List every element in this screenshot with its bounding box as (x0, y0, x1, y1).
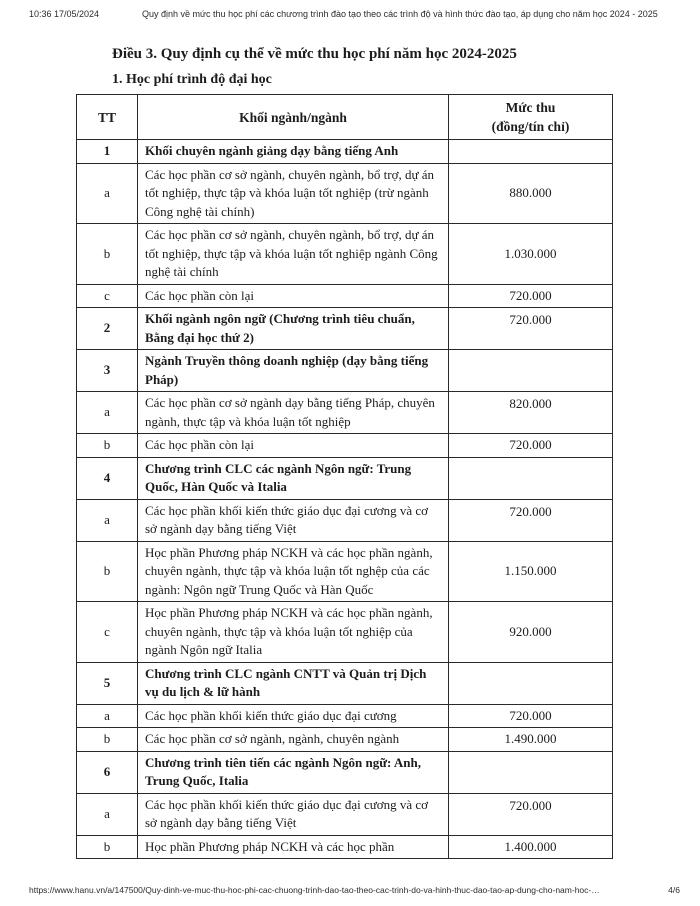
print-header (0, 9, 700, 23)
table-header-row (77, 95, 613, 140)
cell-fee-amount: 720.000 (449, 434, 613, 458)
print-source-url: https://www.hanu.vn/a/147500/Quy-dinh-ve-muc-thu-hoc-phi-cac-chuong-trinh-dao-tao-theo-cac-trinh-do-va-hinh-thuc-dao-tao-ap-dung-cho-nam-hoc-… (29, 885, 600, 895)
table-row-section (77, 751, 613, 793)
table-body (77, 140, 613, 859)
cell-industry-group: Ngành Truyền thông doanh nghiệp (dạy bằng tiếng Pháp) (138, 350, 449, 392)
article-heading: Điều 3. Quy định cụ thể về mức thu học phí năm học 2024-2025 (112, 46, 517, 62)
table-row (77, 835, 613, 859)
cell-tt: b (77, 835, 138, 859)
cell-fee-amount (449, 457, 613, 499)
cell-tt: c (77, 284, 138, 308)
table-row (77, 392, 613, 434)
cell-industry-group: Học phần Phương pháp NCKH và các học phần (138, 835, 449, 859)
cell-tt: 6 (77, 751, 138, 793)
table-row (77, 541, 613, 602)
cell-fee-amount: 1.490.000 (449, 728, 613, 752)
cell-fee-amount: 720.000 (449, 793, 613, 835)
table-row (77, 602, 613, 663)
cell-industry-group: Học phần Phương pháp NCKH và các học phần ngành, chuyên ngành, thực tập và khóa luận tốt nghiệp của ngành Ngôn ngữ Italia (138, 602, 449, 663)
cell-industry-group: Khối ngành ngôn ngữ (Chương trình tiêu chuẩn, Bằng đại học thứ 2) (138, 308, 449, 350)
table-row (77, 163, 613, 224)
cell-industry-group: Các học phần khối kiến thức giáo dục đại cương và cơ sở ngành dạy bằng tiếng Việt (138, 793, 449, 835)
cell-industry-group: Các học phần còn lại (138, 284, 449, 308)
table-row-section (77, 662, 613, 704)
cell-industry-group: Các học phần khối kiến thức giáo dục đại cương và cơ sở ngành dạy bằng tiếng Việt (138, 499, 449, 541)
cell-tt: b (77, 224, 138, 285)
col-header-fee-line2: (đồng/tín chỉ) (491, 119, 570, 134)
table-row-section (77, 140, 613, 164)
cell-industry-group: Các học phần còn lại (138, 434, 449, 458)
cell-industry-group: Chương trình CLC ngành CNTT và Quản trị Dịch vụ du lịch & lữ hành (138, 662, 449, 704)
print-timestamp: 10:36 17/05/2024 (29, 9, 100, 19)
col-header-fee-line1: Mức thu (505, 100, 556, 115)
table-row (77, 499, 613, 541)
col-header-fee (449, 95, 613, 140)
cell-fee-amount: 720.000 (449, 284, 613, 308)
cell-fee-amount (449, 662, 613, 704)
print-doc-title: Quy định về mức thu học phí các chương trình đào tạo theo các trình độ và hình thức đào tạo, áp dụng cho năm học 2024 - 2025 (142, 9, 658, 19)
cell-industry-group: Các học phần cơ sở ngành, ngành, chuyên ngành (138, 728, 449, 752)
cell-industry-group: Các học phần cơ sở ngành dạy bằng tiếng Pháp, chuyên ngành, thực tập và khóa luận tốt nghiệp (138, 392, 449, 434)
table-row (77, 793, 613, 835)
cell-industry-group: Các học phần cơ sở ngành, chuyên ngành, bổ trợ, dự án tốt nghiệp, thực tập và khóa luận tốt nghiệp ngành Công nghệ tài chính (138, 224, 449, 285)
table-row-section (77, 308, 613, 350)
cell-industry-group: Khối chuyên ngành giảng dạy bằng tiếng Anh (138, 140, 449, 164)
cell-tt: 1 (77, 140, 138, 164)
cell-fee-amount: 720.000 (449, 499, 613, 541)
col-header-tt: TT (77, 95, 138, 140)
cell-tt: a (77, 499, 138, 541)
cell-tt: a (77, 163, 138, 224)
cell-fee-amount: 880.000 (449, 163, 613, 224)
table-row-section (77, 350, 613, 392)
print-page-number: 4/6 (668, 885, 680, 895)
cell-fee-amount: 720.000 (449, 308, 613, 350)
cell-fee-amount (449, 350, 613, 392)
cell-fee-amount (449, 140, 613, 164)
cell-fee-amount: 820.000 (449, 392, 613, 434)
table-row (77, 704, 613, 728)
cell-tt: 4 (77, 457, 138, 499)
table-row (77, 434, 613, 458)
cell-fee-amount: 1.030.000 (449, 224, 613, 285)
table-row (77, 224, 613, 285)
cell-fee-amount: 1.150.000 (449, 541, 613, 602)
section-heading: 1. Học phí trình độ đại học (112, 72, 272, 87)
cell-tt: a (77, 793, 138, 835)
cell-fee-amount: 920.000 (449, 602, 613, 663)
cell-industry-group: Chương trình tiên tiến các ngành Ngôn ngữ: Anh, Trung Quốc, Italia (138, 751, 449, 793)
cell-fee-amount: 720.000 (449, 704, 613, 728)
cell-industry-group: Các học phần khối kiến thức giáo dục đại cương (138, 704, 449, 728)
table-row (77, 284, 613, 308)
col-header-industry-group: Khối ngành/ngành (138, 95, 449, 140)
cell-fee-amount: 1.400.000 (449, 835, 613, 859)
tuition-fee-table (76, 94, 613, 859)
cell-tt: 2 (77, 308, 138, 350)
table-row-section (77, 457, 613, 499)
cell-tt: 5 (77, 662, 138, 704)
cell-industry-group: Học phần Phương pháp NCKH và các học phần ngành, chuyên ngành, thực tập và khóa luận tốt nghệp của các ngành: Ngôn ngữ Trung Quốc và Hàn Quốc (138, 541, 449, 602)
cell-tt: b (77, 728, 138, 752)
cell-tt: a (77, 704, 138, 728)
cell-tt: c (77, 602, 138, 663)
cell-industry-group: Chương trình CLC các ngành Ngôn ngữ: Trung Quốc, Hàn Quốc và Italia (138, 457, 449, 499)
cell-fee-amount (449, 751, 613, 793)
table-row (77, 728, 613, 752)
cell-tt: 3 (77, 350, 138, 392)
document-body (0, 44, 700, 859)
print-footer (29, 885, 680, 895)
cell-tt: a (77, 392, 138, 434)
cell-tt: b (77, 541, 138, 602)
cell-tt: b (77, 434, 138, 458)
cell-industry-group: Các học phần cơ sở ngành, chuyên ngành, bổ trợ, dự án tốt nghiệp, thực tập và khóa luận tốt nghiệp (trừ ngành Công nghệ tài chính) (138, 163, 449, 224)
